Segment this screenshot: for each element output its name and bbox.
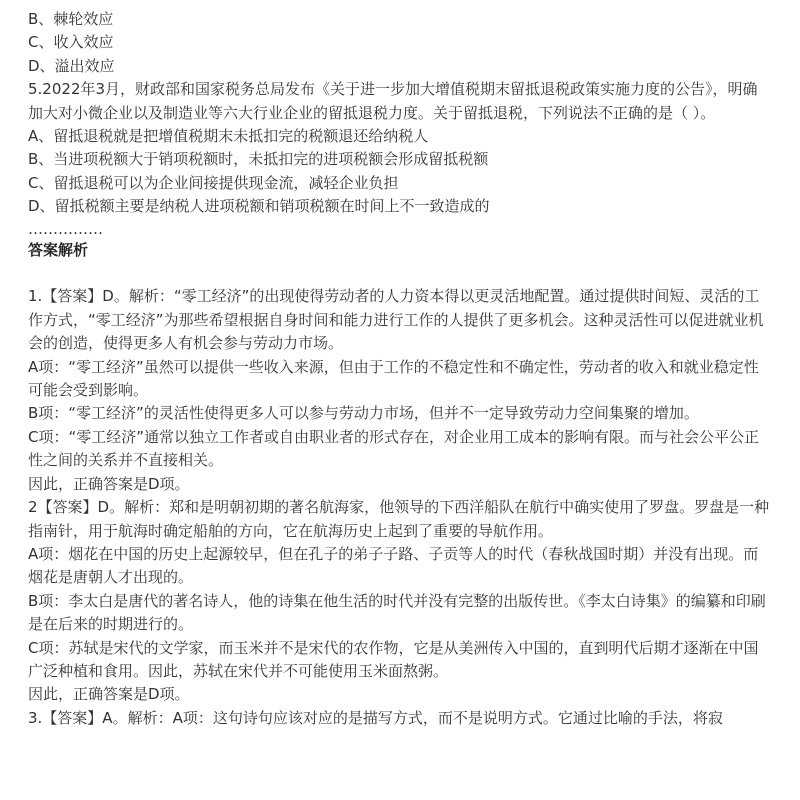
question-5-stem: 5.2022年3月，财政部和国家税务总局发布《关于进一步加大增值税期末留抵退税政策实施力度的公告》，明确加大对小微企业以及制造业等六大行业企业的留抵退税力度。关于留抵退税，下列说法不正确的是（ ）。 xyxy=(28,80,758,122)
answer-1: 1.【答案】D。解析：“零工经济”的出现使得劳动者的人力资本得以更灵活地配置。通过提供时间短、灵活的工作方式，“零工经济”为那些希望根据自身时间和能力进行工作的人提供了更多机会。这种灵活性可以促进就业机会的创造，使得更多人有机会参与劳动力市场。 xyxy=(28,287,764,353)
answer-section-heading: 答案解析 xyxy=(28,240,89,259)
option-b-prev: B、棘轮效应 xyxy=(28,10,114,28)
blank-line xyxy=(28,262,772,285)
answer-2-conclusion: 因此，正确答案是D项。 xyxy=(28,685,190,704)
answer-1-option-c: C项：“零工经济”通常以独立工作者或自由职业者的形式存在，对企业用工成本的影响有限。而与社会公平公正性之间的关系并不直接相关。 xyxy=(28,427,760,470)
answer-1-option-a: A项：“零工经济”虽然可以提供一些收入来源，但由于工作的不稳定性和不确定性，劳动者的收入和就业稳定性可能会受到影响。 xyxy=(28,357,759,400)
answer-2-option-a: A项：烟花在中国的历史上起源较早，但在孔子的弟子子路、子贡等人的时代（春秋战国时期）并没有出现。而烟花是唐朝人才出现的。 xyxy=(28,544,759,587)
option-d-prev: D、溢出效应 xyxy=(28,56,115,75)
question-5-option-d: D、留抵税额主要是纳税人进项税额和销项税额在时间上不一致造成的 xyxy=(28,197,490,216)
question-5-option-a: A、留抵退税就是把增值税期末未抵扣完的税额退还给纳税人 xyxy=(28,127,429,146)
answer-2-option-c: C项：苏轼是宋代的文学家，而玉米并不是宋代的农作物，它是从美洲传入中国的，直到明代后期才逐渐在中国广泛种植和食用。因此，苏轼在宋代并不可能使用玉米面熬粥。 xyxy=(28,638,759,680)
answer-2: 2【答案】D。解析：郑和是明朝初期的著名航海家，他领导的下西洋船队在航行中确实使用了罗盘。罗盘是一种指南针，用于航海时确定船舶的方向，它在航海历史上起到了重要的导航作用。 xyxy=(28,498,770,540)
answer-1-option-b: B项：“零工经济”的灵活性使得更多人可以参与劳动力市场，但并不一定导致劳动力空间集聚的增加。 xyxy=(28,404,699,423)
answer-1-conclusion: 因此，正确答案是D项。 xyxy=(28,474,190,493)
option-c-prev: C、收入效应 xyxy=(28,33,114,52)
answer-2-option-b: B项：李太白是唐代的著名诗人，他的诗集在他生活的时代并没有完整的出版传世。《李太白诗集》的编纂和印刷是在后来的时期进行的。 xyxy=(28,591,766,634)
question-5-option-c: C、留抵退税可以为企业间接提供现金流，减轻企业负担 xyxy=(28,173,399,192)
ellipsis: …………… xyxy=(28,219,103,238)
answer-3: 3.【答案】A。解析：A项：这句诗句应该对应的是描写方式，而不是说明方式。它通过比喻的手法，将寂 xyxy=(28,708,723,727)
question-5-option-b: B、当进项税额大于销项税额时，未抵扣完的进项税额会形成留抵税额 xyxy=(28,150,489,169)
